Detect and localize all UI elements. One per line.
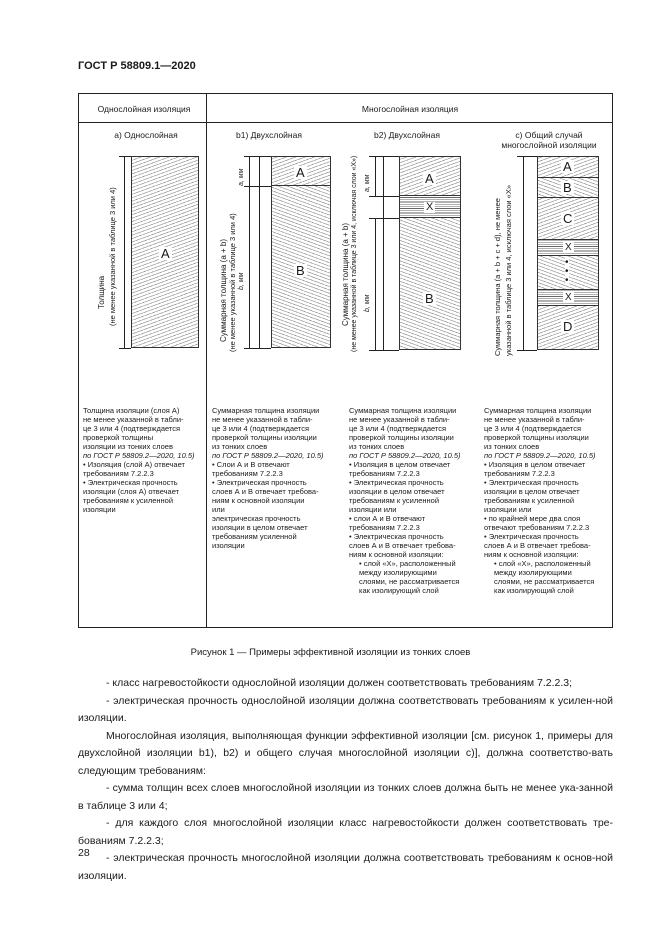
description-line: це 3 или 4 (подтверждается [212, 424, 310, 433]
description-line: • Электрическая прочность [349, 532, 444, 541]
description-line: • Изоляция в целом отвечает [484, 460, 586, 469]
description-line: требованиям усиленной [212, 532, 297, 541]
dim-label-b2-line1: Суммарная толщина (a + b) [341, 222, 350, 326]
dim-tick [369, 350, 399, 351]
description-line: це 3 или 4 (подтверждается [83, 424, 181, 433]
description-line: проверкой толщины изоляции [212, 433, 317, 442]
dim-line-b1-total [259, 156, 260, 348]
subhead-b2: b2) Двухслойная [374, 130, 440, 140]
description-line: требованиям к усиленной [83, 496, 174, 505]
subhead-c-line2: многослойной изоляции [501, 140, 597, 150]
dim-tick [244, 186, 271, 187]
description-b2 [349, 406, 477, 595]
layer-b2-b [399, 218, 461, 350]
dim-line-b2-a [375, 156, 376, 196]
description-line: по ГОСТ Р 58809.2—2020, 10.5) [484, 451, 596, 460]
layer-b2-b-label: B [425, 291, 434, 306]
body-text [78, 675, 613, 885]
dim-label-b1-a: a, мм [238, 168, 245, 186]
multi-layer-header: Многослойная изоляция [361, 104, 459, 114]
dim-tick [244, 348, 271, 349]
description-line: изоляции в целом отвечает [484, 487, 580, 496]
description-line: • Электрическая прочность [484, 532, 579, 541]
dim-label-a-line2: (не менее указанной в таблице 3 или 4) [108, 187, 117, 326]
subhead-a: а) Однослойная [114, 130, 178, 140]
description-line: • Электрическая прочность [349, 478, 444, 487]
header-divider [79, 122, 612, 123]
figure-1 [78, 93, 613, 628]
description-line: изоляции или [484, 505, 532, 514]
description-line: как изолирующий слой [359, 586, 439, 595]
description-line: • Электрическая прочность [83, 478, 178, 487]
layer-b1-b-label: B [296, 263, 305, 278]
description-line: слоями, не рассматривается [494, 577, 595, 586]
paragraph: - класс нагревостойкости однослойной изоляции должен соответствовать требованиям 7.2.2.3; [106, 677, 573, 689]
description-line: Суммарная толщина изоляции [212, 406, 320, 415]
subhead-c-line1: c) Общий случай [515, 130, 583, 140]
description-line: требованиям 7.2.2.3 [484, 469, 555, 478]
description-line: • Электрическая прочность [484, 478, 579, 487]
description-line: • слой «X», расположенный [494, 559, 591, 568]
column-divider [206, 94, 207, 627]
description-line: отвечают требованиям 7.2.2.3 [484, 523, 590, 532]
description-line: требованиям к усиленной [349, 496, 440, 505]
layer-b2-x-label: X [426, 201, 434, 213]
description-line: слоев А и В отвечает требова- [349, 541, 456, 550]
description-line: требованиям 7.2.2.3 [83, 469, 154, 478]
layer-c-a-label: A [563, 159, 572, 174]
dim-line-a [124, 156, 125, 348]
dim-line-b1-b [249, 186, 250, 348]
dim-line-b1-a [249, 156, 250, 186]
dim-tick [369, 218, 399, 219]
dim-label-b1-line1: Суммарная толщина (a + b) [219, 238, 228, 342]
paragraph: - сумма толщин всех слоев многослойной изоляции из тонких слоев должна быть не менее ука-занной в таблице 3 или 4; [78, 782, 613, 812]
description-line: • Изоляция в целом отвечает [349, 460, 451, 469]
description-line: • Слои А и В отвечают [212, 460, 290, 469]
description-line: не менее указанной в табли- [349, 415, 450, 424]
paragraph: - для каждого слоя многослойной изоляции класс нагревостойкости должен соответствовать тре-бованиям 7.2.2.3; [78, 817, 613, 847]
description-line: • по крайней мере два слоя [484, 514, 581, 523]
dim-label-b1-line2: (не менее указанной в таблице 3 или 4) [228, 213, 237, 352]
figure-caption: Рисунок 1 — Примеры эффективной изоляции из тонких слоев [190, 647, 471, 658]
ellipsis-dots: • • • [565, 257, 569, 286]
description-line: изоляции [212, 541, 245, 550]
dim-label-a-line1: Толщина [97, 275, 106, 309]
description-line: • Электрическая прочность [212, 478, 307, 487]
dim-label-b2-line2: (не менее указанной в таблице 3 или 4, исключая слои «X») [351, 155, 358, 352]
dim-line-b2-total [383, 156, 384, 350]
description-line: це 3 или 4 (подтверждается [484, 424, 582, 433]
description-line: проверкой толщины изоляции [484, 433, 589, 442]
description-line: требованиям 7.2.2.3 [349, 523, 420, 532]
description-line: электрическая прочность [212, 514, 301, 523]
paragraph: - электрическая прочность однослойной изоляции должна соответствовать требованиям к усилен-ной изоляции. [78, 694, 613, 724]
layer-c-x2-label: X [565, 292, 572, 303]
description-line: не менее указанной в табли- [484, 415, 585, 424]
dim-tick [517, 156, 537, 157]
description-line: • слой «X», расположенный [359, 559, 456, 568]
description-line: из тонких слоев [349, 442, 405, 451]
dim-line-c-total [523, 156, 524, 350]
layer-b2-a-label: A [425, 171, 434, 186]
dim-label-b2-a: a, мм [364, 174, 371, 192]
dim-label-c-line2: указанной в таблице 3 или 4, исключая слои «X» [504, 185, 513, 356]
description-line: требованиям к усиленной [484, 496, 575, 505]
description-line: не менее указанной в табли- [83, 415, 184, 424]
description-line: Толщина изоляции (слоя А) [83, 406, 180, 415]
description-line: Суммарная толщина изоляции [484, 406, 592, 415]
description-line: слоями, не рассматривается [359, 577, 460, 586]
layer-c-d-label: D [563, 319, 573, 334]
description-line: требованиям 7.2.2.3 [212, 469, 283, 478]
description-a [83, 406, 211, 514]
layer-b1-a-label: A [296, 165, 305, 180]
description-line: между изолирующими [494, 568, 572, 577]
layer-c-b-label: B [563, 180, 572, 195]
description-line: слоев А и В отвечает требова- [484, 541, 591, 550]
description-line: • слои А и В отвечают [349, 514, 426, 523]
dim-line-b2-b [375, 218, 376, 350]
description-line: изоляции [83, 505, 116, 514]
description-line: по ГОСТ Р 58809.2—2020, 10.5) [83, 451, 195, 460]
description-line: не менее указанной в табли- [212, 415, 313, 424]
dim-tick [517, 350, 537, 351]
description-b1 [212, 406, 340, 550]
dim-tick [119, 156, 131, 157]
description-line: или [212, 505, 225, 514]
description-line: из тонких слоев [212, 442, 268, 451]
layer-c-c-label: C [563, 211, 573, 226]
description-line: изоляции в целом отвечает [349, 487, 445, 496]
description-line: как изолирующий слой [494, 586, 574, 595]
description-line: це 3 или 4 (подтверждается [349, 424, 447, 433]
document-header: ГОСТ Р 58809.1—2020 [78, 60, 196, 72]
layer-c-x1-label: X [565, 242, 572, 253]
description-line: проверкой толщины [83, 433, 154, 442]
description-line: ниям к основной изоляции: [349, 550, 444, 559]
dim-tick [369, 156, 399, 157]
description-line: • Изоляция (слой А) отвечает [83, 460, 185, 469]
paragraph: Многослойная изоляция, выполняющая функции эффективной изоляции [см. рисунок 1, примеры для двухслойной изоляции b1), b2) и общего случая многослойной изоляции c)], должна соответство-вать следующим требованиям: [78, 729, 613, 777]
description-line: изоляции из тонких слоев [83, 442, 173, 451]
dim-label-c-line1: Суммарная толщина (a + b + c + d), не менее [493, 198, 502, 356]
description-line: ниям к основной изоляции: [484, 550, 579, 559]
dim-label-b1-b: b, мм [238, 272, 245, 290]
description-line: изоляции в целом отвечает [212, 523, 308, 532]
description-line: по ГОСТ Р 58809.2—2020, 10.5) [212, 451, 324, 460]
layer-a-label: A [161, 246, 170, 261]
description-c [484, 406, 612, 595]
description-line: между изолирующими [359, 568, 437, 577]
dim-label-b2-b: b, мм [364, 294, 371, 312]
description-line: изоляции или [349, 505, 397, 514]
dim-tick [244, 156, 271, 157]
single-layer-header: Однослойная изоляция [97, 104, 191, 114]
dim-tick [119, 348, 131, 349]
description-line: требованиям 7.2.2.3 [349, 469, 420, 478]
description-line: слоев А и В отвечает требова- [212, 487, 319, 496]
dim-tick [369, 196, 399, 197]
paragraph: - электрическая прочность многослойной изоляции должна соответствовать требованиям к основ-ной изоляции. [78, 852, 613, 882]
subhead-b1: b1) Двухслойная [236, 130, 302, 140]
description-line: изоляции (слоя А) отвечает [83, 487, 180, 496]
description-line: проверкой толщины изоляции [349, 433, 454, 442]
description-line: Суммарная толщина изоляции [349, 406, 457, 415]
description-line: по ГОСТ Р 58809.2—2020, 10.5) [349, 451, 461, 460]
description-line: ниям к основной изоляции [212, 496, 305, 505]
description-line: из тонких слоев [484, 442, 540, 451]
page-number: 28 [78, 847, 90, 859]
